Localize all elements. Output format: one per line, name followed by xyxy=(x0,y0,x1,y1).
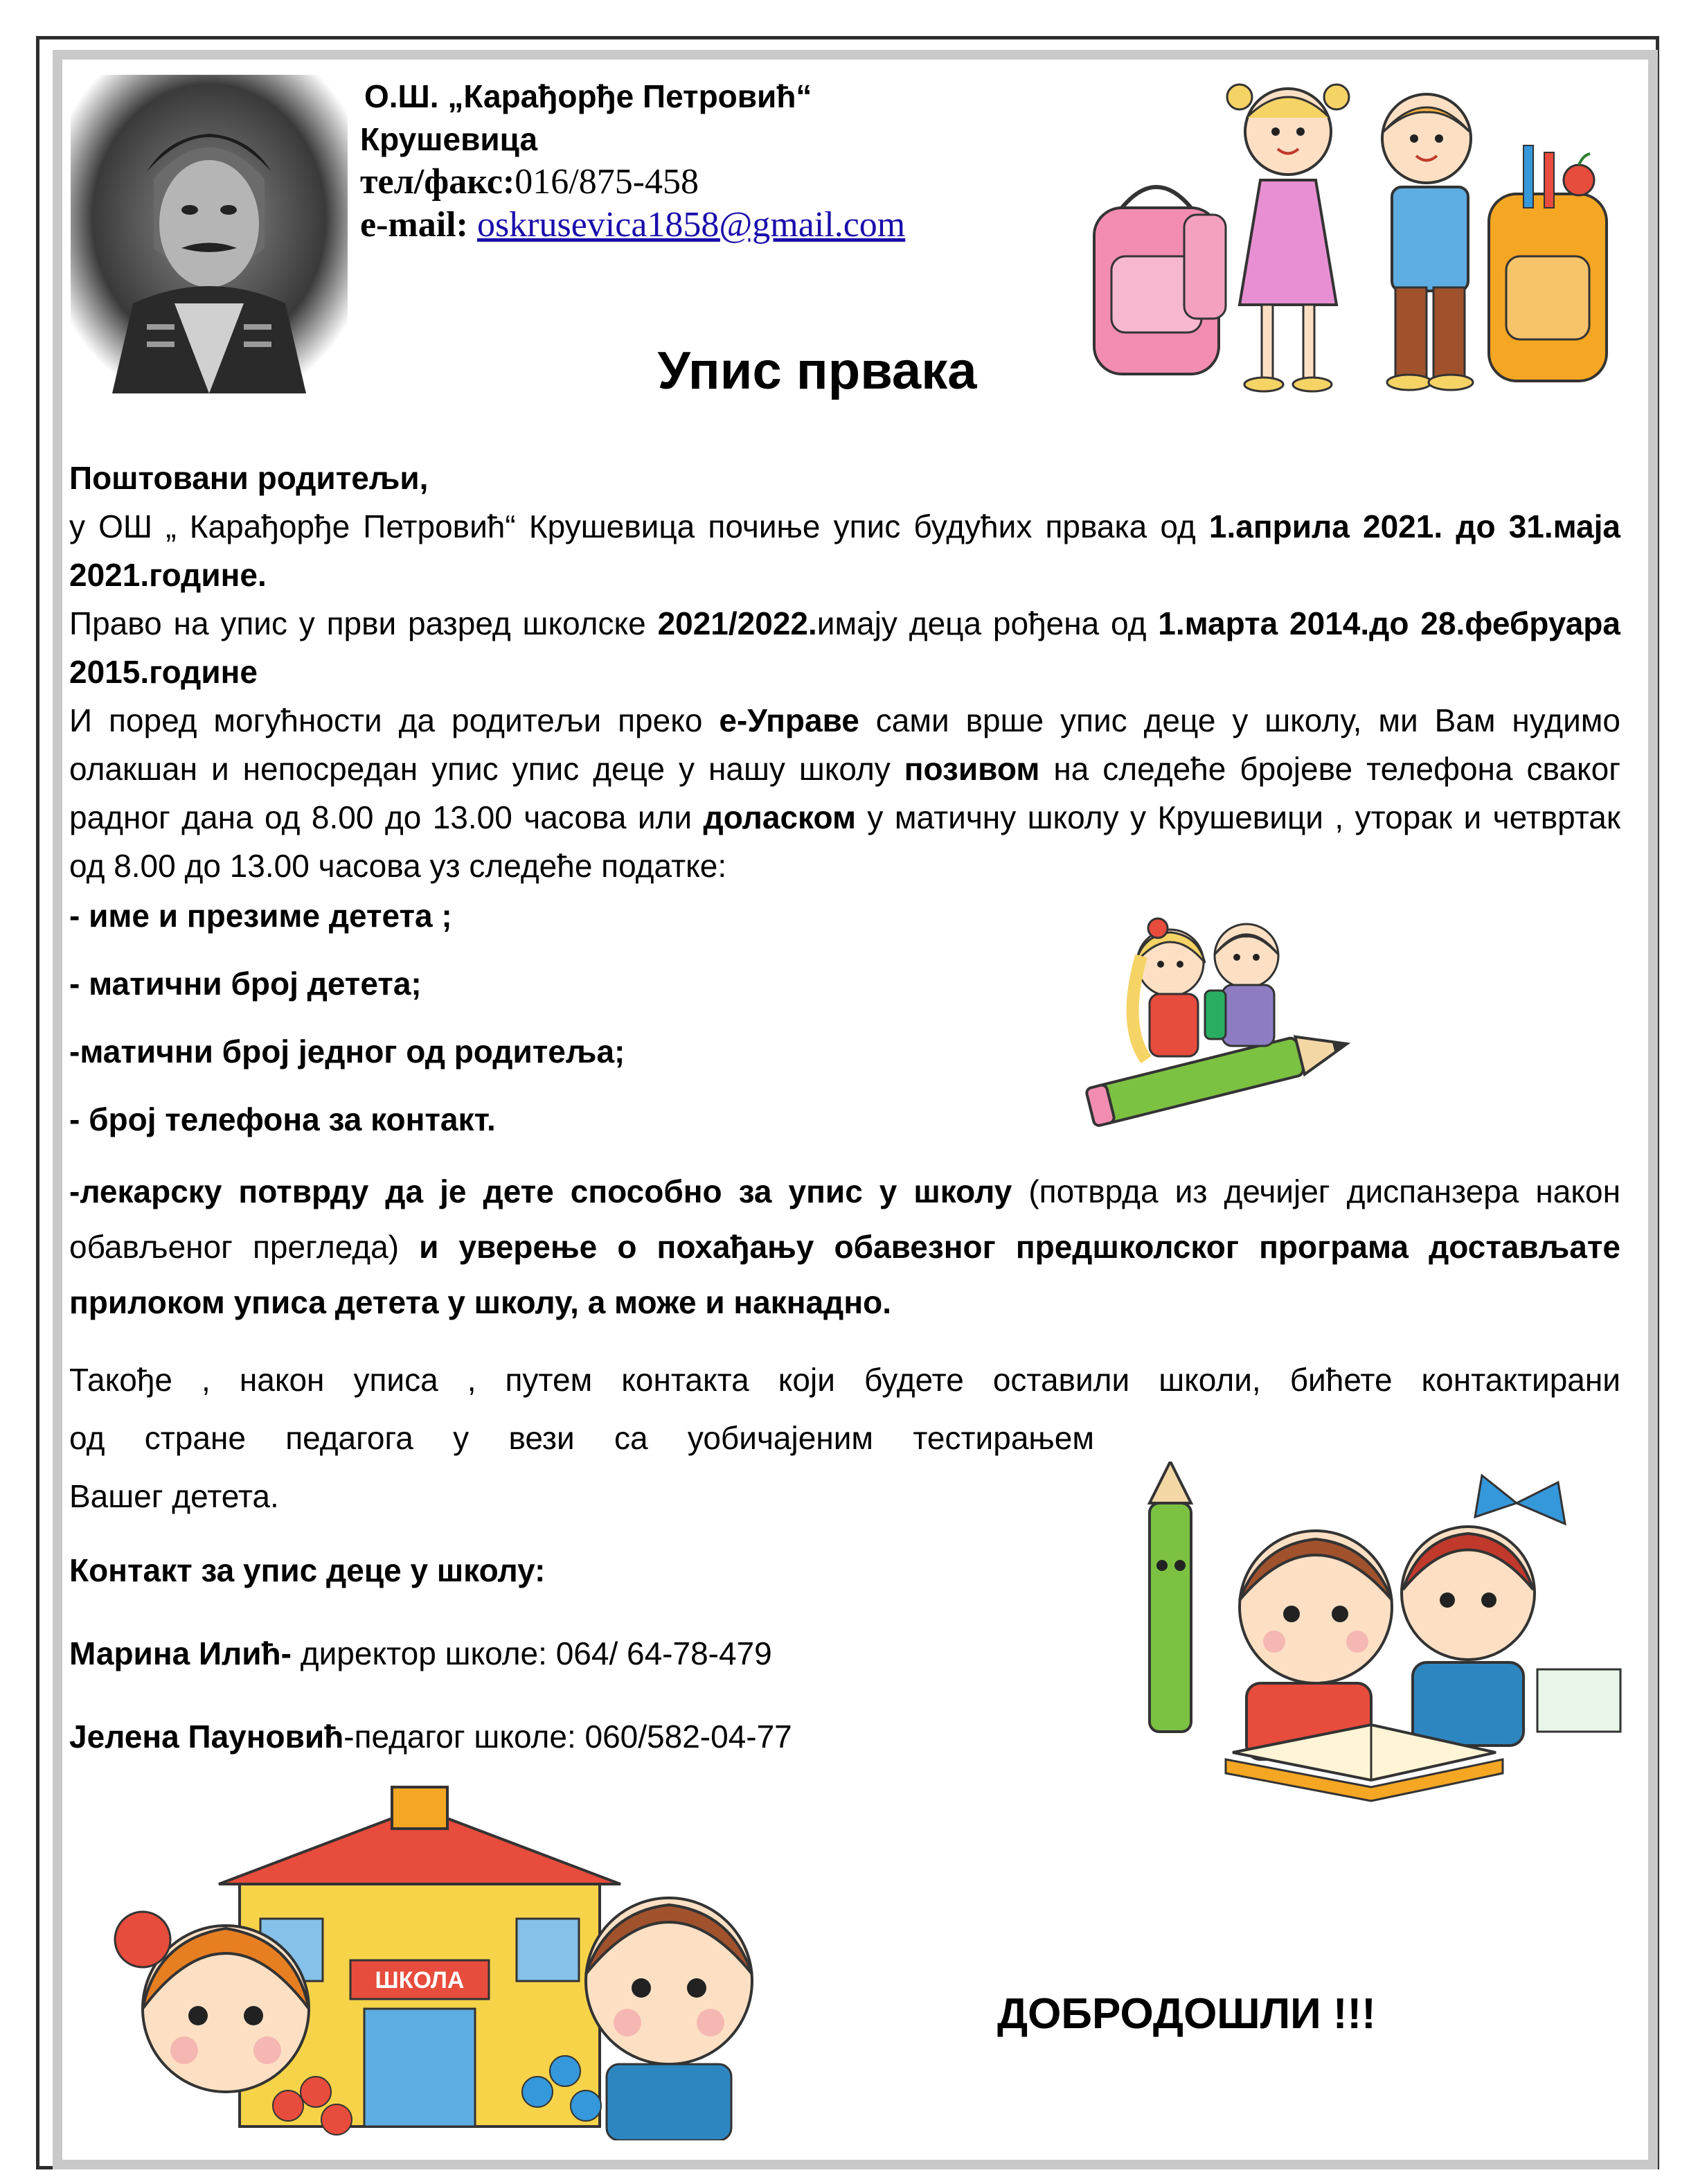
birth-range: 1.марта 2014.до 28.фебруара 2015.године xyxy=(69,605,1620,690)
director-name: Марина Илић- xyxy=(69,1635,292,1671)
procedure-text-2: сами врше упис деце у школу, ми Вам нудимо олакшан и непосредан упис упис деце у нашу школу xyxy=(69,702,1621,787)
phone-label: тел/факс: xyxy=(360,162,515,202)
enrollment-period: 1.априла 2021. до 31.маја 2021.године. xyxy=(69,508,1621,593)
paragraph-dates xyxy=(69,502,1620,599)
medical-note xyxy=(69,1164,1620,1330)
medical-certificate: -лекарску потврду да је дете способно за упис у школу xyxy=(69,1173,1012,1209)
list-item: -матични број једног од родитеља; xyxy=(69,1033,625,1069)
paragraph-procedure xyxy=(69,696,1620,890)
email-label: e-mail: xyxy=(360,205,468,245)
portrait-image xyxy=(71,75,348,393)
preschool-certificate: и уверење о похађању обавезног предшколског програма достављате прилоком уписа детета у школу, а може и накнадно. xyxy=(69,1229,1620,1320)
page-title: Упис првака xyxy=(657,341,977,400)
medical-note-text: (потврда из дечијег диспанзера након обављеног прегледа) xyxy=(69,1173,1621,1265)
paragraph-dates-text: у ОШ „ Карађорђе Петровић“ Крушевица почиње упис будућих првака од xyxy=(69,508,1209,544)
kids-on-pencil-illustration xyxy=(1080,907,1357,1129)
contact-director xyxy=(69,1635,772,1672)
pedagogue-phone: -педагог школе: 060/582-04-77 xyxy=(343,1719,792,1755)
procedure-text-3: на следеће бројеве телефона сваког радног дана од 8.00 до 13.00 часова или xyxy=(69,751,1620,835)
contacts-heading: Контакт за упис деце у школу: xyxy=(69,1552,546,1588)
eligibility-text-1: Право на упис у први разред школске xyxy=(69,605,658,641)
welcome-text: ДОБРОДОШЛИ !!! xyxy=(997,1990,1376,2038)
pedagogue-name: Јелена Пауновић xyxy=(69,1719,344,1755)
school-year: 2021/2022. xyxy=(657,605,817,641)
paragraph-eligibility xyxy=(69,599,1620,696)
procedure-text-4: у матичну школу у Крушевици , уторак и четвртак од 8.00 до 13.00 часова уз следеће податке: xyxy=(69,799,1620,884)
school-kids-illustration xyxy=(60,1780,794,2140)
kids-reading-illustration xyxy=(1108,1462,1634,1822)
followup-line-2: од стране педагога у вези са уобичајеним тестирањем xyxy=(69,1420,1094,1456)
phone-value: 016/875-458 xyxy=(515,162,699,202)
kids-backpacks-illustration xyxy=(1080,69,1634,409)
email-link[interactable]: oskrusevica1858@gmail.com xyxy=(476,205,906,245)
by-phone: позивом xyxy=(904,751,1040,787)
followup-line-1: Такође , након уписа , путем контакта који будете оставили школи, бићете контактирани xyxy=(69,1362,1620,1398)
procedure-text-1: И поред могућности да родитељи преко xyxy=(69,702,720,738)
eligibility-text-2: имају деца рођена од xyxy=(816,605,1159,641)
school-place: Крушевица xyxy=(360,121,538,157)
list-item: - име и презиме детета ; xyxy=(69,898,452,934)
list-item: - матични број детета; xyxy=(69,966,422,1002)
in-person: доласком xyxy=(703,799,856,835)
e-uprava: е-Управе xyxy=(719,702,859,738)
intro-text xyxy=(69,454,1620,890)
followup-line-3: Вашег детета. xyxy=(69,1478,279,1514)
school-sign: ШКОЛА xyxy=(375,1967,465,1994)
contact-pedagogue xyxy=(69,1718,792,1755)
list-item: - број телефона за контакт. xyxy=(69,1101,496,1137)
school-name: О.Ш. „Карађорђе Петровић“ xyxy=(364,78,812,114)
required-data-list xyxy=(69,897,625,1169)
director-phone: директор школе: 064/ 64-78-479 xyxy=(291,1635,772,1671)
greeting: Поштовани родитељи, xyxy=(69,460,429,496)
school-header xyxy=(360,75,905,247)
